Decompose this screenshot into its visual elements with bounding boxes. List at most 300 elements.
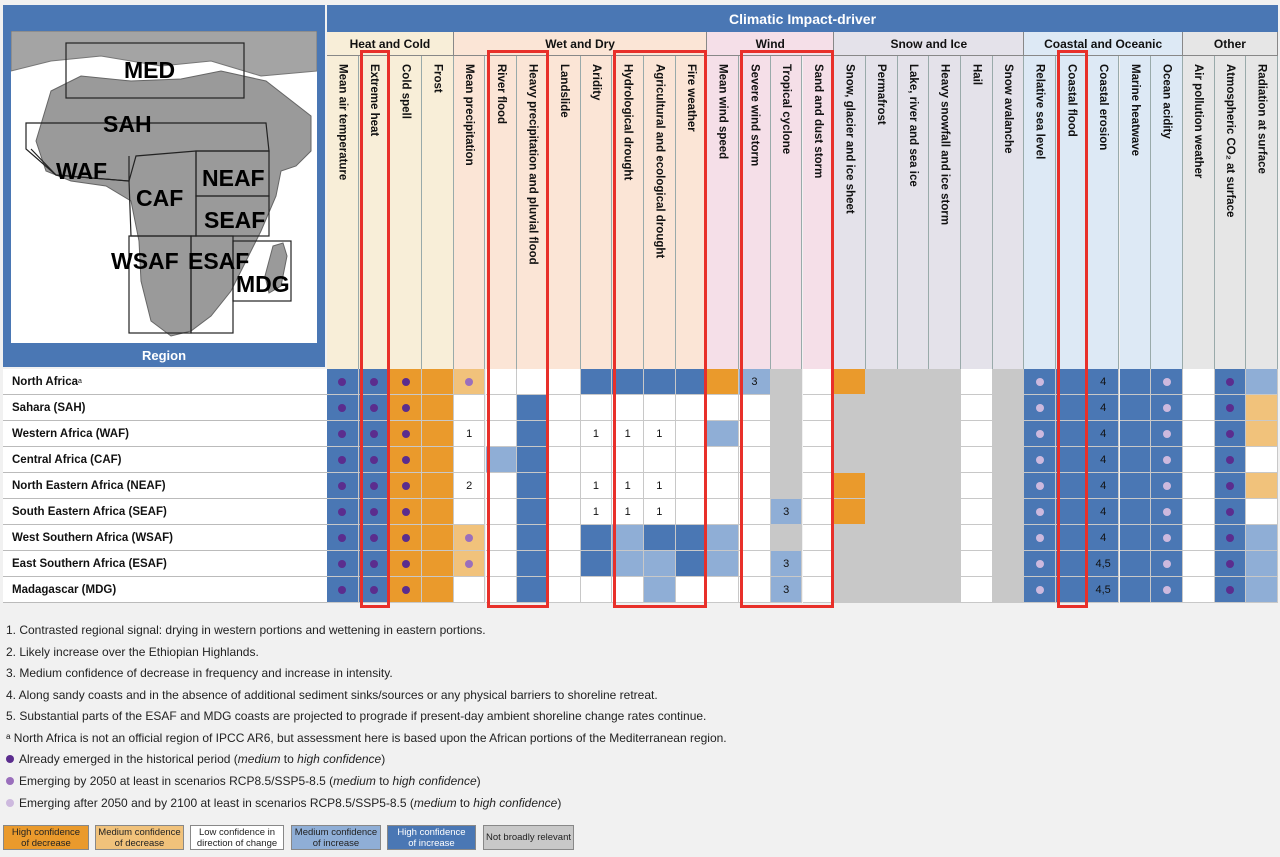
grid-cell bbox=[1151, 499, 1183, 525]
column-header-label: Permafrost bbox=[875, 64, 888, 125]
map-label-esaf: ESAF bbox=[188, 248, 250, 274]
grid-cell bbox=[1056, 395, 1088, 421]
grid-cell bbox=[676, 499, 708, 525]
column-header-mean-precipitation bbox=[454, 56, 486, 369]
grid-cell bbox=[961, 473, 993, 499]
grid-cell bbox=[581, 369, 613, 395]
grid-cell bbox=[549, 525, 581, 551]
grid-cell bbox=[1215, 421, 1247, 447]
emergence-dot bbox=[402, 508, 410, 516]
grid-cell bbox=[581, 473, 613, 499]
grid-cell bbox=[1120, 369, 1152, 395]
grid-cell bbox=[1215, 551, 1247, 577]
grid-cell bbox=[993, 525, 1025, 551]
grid-cell bbox=[1151, 421, 1183, 447]
grid-cell bbox=[1215, 577, 1247, 603]
grid-cell bbox=[676, 447, 708, 473]
grid-cell bbox=[517, 525, 549, 551]
grid-cell bbox=[517, 421, 549, 447]
map-label-med: MED bbox=[124, 57, 176, 83]
grid-cell bbox=[834, 525, 866, 551]
column-header-frost bbox=[422, 56, 454, 369]
grid-cell bbox=[612, 395, 644, 421]
column-header-ocean-acidity bbox=[1151, 56, 1183, 369]
grid-cell bbox=[1151, 395, 1183, 421]
emergence-dot bbox=[402, 404, 410, 412]
emergence-dot bbox=[1036, 560, 1044, 568]
column-header-extreme-heat bbox=[359, 56, 391, 369]
dot-note-2 bbox=[6, 774, 481, 788]
grid-cell bbox=[676, 395, 708, 421]
grid-cell bbox=[803, 421, 835, 447]
grid-cell bbox=[486, 473, 518, 499]
cell-footnote-number: 3 bbox=[783, 557, 790, 570]
grid-cell bbox=[961, 577, 993, 603]
emergence-dot bbox=[1163, 508, 1171, 516]
grid-cell bbox=[993, 395, 1025, 421]
emergence-dot bbox=[1226, 586, 1234, 594]
grid-cell bbox=[1088, 499, 1120, 525]
grid-cell bbox=[707, 447, 739, 473]
column-header-sand-and-dust-storm bbox=[803, 56, 835, 369]
grid-cell bbox=[644, 447, 676, 473]
row-label-east-southern-africa-esaf bbox=[3, 551, 327, 577]
grid-cell bbox=[898, 551, 930, 577]
group-header-snow-and-ice: Snow and Ice bbox=[834, 32, 1024, 56]
grid-cell bbox=[581, 395, 613, 421]
grid-cell bbox=[517, 473, 549, 499]
grid-cell bbox=[993, 499, 1025, 525]
grid-cell bbox=[961, 395, 993, 421]
emergence-dot bbox=[370, 586, 378, 594]
grid-cell bbox=[771, 525, 803, 551]
emergence-dot-icon bbox=[6, 755, 14, 763]
cell-footnote-number: 1 bbox=[624, 427, 631, 440]
row-label-text: East Southern Africa (ESAF) bbox=[12, 557, 167, 570]
grid-cell bbox=[486, 369, 518, 395]
row-label-central-africa-caf bbox=[3, 447, 327, 473]
emergence-dot bbox=[338, 378, 346, 386]
grid-cell bbox=[581, 551, 613, 577]
group-header-other: Other bbox=[1183, 32, 1278, 56]
region-map-panel bbox=[3, 5, 325, 367]
grid-cell bbox=[359, 369, 391, 395]
cell-footnote-number: 3 bbox=[783, 505, 790, 518]
footnote-3: 3. Medium confidence of decrease in frequency and increase in intensity. bbox=[6, 666, 393, 680]
legend-text bbox=[486, 832, 571, 843]
emergence-dot bbox=[402, 482, 410, 490]
grid-cell bbox=[1024, 525, 1056, 551]
grid-cell bbox=[644, 551, 676, 577]
grid-cell bbox=[359, 447, 391, 473]
cell-footnote-number: 1 bbox=[592, 505, 599, 518]
row-label-text: Central Africa (CAF) bbox=[12, 453, 122, 466]
grid-cell bbox=[422, 551, 454, 577]
emergence-dot bbox=[1163, 404, 1171, 412]
grid-cell bbox=[1024, 499, 1056, 525]
column-header-snow-glacier-and-ice-sheet bbox=[834, 56, 866, 369]
grid-cell bbox=[1246, 525, 1278, 551]
legend-high-confidence-of-increase bbox=[387, 825, 476, 850]
grid-cell bbox=[866, 551, 898, 577]
emergence-dot bbox=[370, 404, 378, 412]
grid-cell bbox=[1183, 421, 1215, 447]
grid-cell bbox=[993, 447, 1025, 473]
emergence-dot bbox=[338, 560, 346, 568]
cell-footnote-number: 1 bbox=[656, 505, 663, 518]
grid-cell bbox=[929, 395, 961, 421]
map-label-mdg: MDG bbox=[236, 271, 290, 297]
column-header-label: Hydrological drought bbox=[621, 64, 634, 181]
column-header-cold-spell bbox=[390, 56, 422, 369]
grid-cell bbox=[454, 369, 486, 395]
grid-cell bbox=[1088, 551, 1120, 577]
column-header-heavy-precipitation-and-pluvial-flood bbox=[517, 56, 549, 369]
map-label-sah: SAH bbox=[103, 111, 152, 137]
column-header-label: Snow, glacier and ice sheet bbox=[843, 64, 856, 214]
grid-cell bbox=[1151, 551, 1183, 577]
grid-cell bbox=[739, 421, 771, 447]
cell-footnote-number: 4 bbox=[1100, 401, 1107, 414]
grid-cell bbox=[1215, 499, 1247, 525]
grid-cell bbox=[771, 473, 803, 499]
row-label-text: North Africa bbox=[12, 375, 79, 388]
grid-cell bbox=[422, 473, 454, 499]
emergence-dot bbox=[370, 482, 378, 490]
grid-cell bbox=[1215, 395, 1247, 421]
grid-cell bbox=[866, 499, 898, 525]
grid-cell bbox=[644, 499, 676, 525]
grid-cell bbox=[327, 499, 359, 525]
grid-cell bbox=[898, 577, 930, 603]
grid-cell bbox=[929, 473, 961, 499]
dot-note-mid: to bbox=[375, 774, 393, 788]
column-header-permafrost bbox=[866, 56, 898, 369]
grid-cell bbox=[454, 499, 486, 525]
legend-line-1: Low confidence in bbox=[198, 826, 276, 838]
cell-footnote-number: 1 bbox=[624, 505, 631, 518]
legend-not-broadly-relevant bbox=[483, 825, 574, 850]
map-label-caf: CAF bbox=[136, 185, 184, 211]
cell-footnote-number: 1 bbox=[592, 427, 599, 440]
column-header-coastal-flood bbox=[1056, 56, 1088, 369]
legend-line-2: direction of change bbox=[196, 837, 278, 849]
grid-cell bbox=[834, 577, 866, 603]
grid-cell bbox=[739, 447, 771, 473]
grid-cell bbox=[803, 577, 835, 603]
grid-cell bbox=[486, 395, 518, 421]
grid-cell bbox=[612, 447, 644, 473]
region-column-header bbox=[3, 343, 325, 367]
grid-cell bbox=[327, 421, 359, 447]
emergence-dot bbox=[1036, 430, 1044, 438]
grid-cell bbox=[929, 499, 961, 525]
column-header-coastal-erosion bbox=[1088, 56, 1120, 369]
grid-cell bbox=[929, 525, 961, 551]
grid-cell bbox=[1120, 473, 1152, 499]
grid-cell bbox=[612, 577, 644, 603]
emergence-dot bbox=[1036, 482, 1044, 490]
column-header-label: Landslide bbox=[558, 64, 571, 118]
column-header-label: Cold spell bbox=[399, 64, 412, 119]
emergence-dot bbox=[1036, 378, 1044, 386]
grid-cell bbox=[993, 369, 1025, 395]
column-header-heavy-snowfall-and-ice-storm bbox=[929, 56, 961, 369]
grid-cell bbox=[898, 369, 930, 395]
grid-cell bbox=[549, 499, 581, 525]
grid-cell bbox=[517, 395, 549, 421]
grid-cell bbox=[612, 421, 644, 447]
cell-footnote-number: 1 bbox=[624, 479, 631, 492]
grid-cell bbox=[834, 551, 866, 577]
dot-note-pre: Emerging after 2050 and by 2100 at least in scenarios RCP8.5/SSP5-8.5 ( bbox=[19, 796, 414, 810]
column-header-mean-wind-speed bbox=[707, 56, 739, 369]
legend-medium-confidence-of-decrease bbox=[95, 825, 184, 850]
grid-cell bbox=[803, 369, 835, 395]
grid-cell bbox=[612, 499, 644, 525]
group-header-wet-and-dry: Wet and Dry bbox=[454, 32, 708, 56]
column-header-label: Coastal erosion bbox=[1097, 64, 1110, 151]
grid-cell bbox=[866, 395, 898, 421]
grid-cell bbox=[707, 473, 739, 499]
cell-footnote-number: 1 bbox=[592, 479, 599, 492]
emergence-dot bbox=[1163, 378, 1171, 386]
grid-cell bbox=[390, 369, 422, 395]
legend-line-1: Medium confidence bbox=[98, 826, 181, 838]
grid-cell bbox=[1246, 551, 1278, 577]
grid-cell bbox=[1151, 577, 1183, 603]
column-header-agricultural-and-ecological-drought bbox=[644, 56, 676, 369]
column-header-label: Agricultural and ecological drought bbox=[653, 64, 666, 259]
cell-footnote-number: 4 bbox=[1100, 531, 1107, 544]
grid-cell bbox=[454, 577, 486, 603]
grid-cell bbox=[866, 577, 898, 603]
grid-cell bbox=[1183, 499, 1215, 525]
column-header-label: Snow avalanche bbox=[1002, 64, 1015, 154]
legend-line-1: High confidence bbox=[397, 826, 466, 838]
cell-footnote-number: 1 bbox=[656, 427, 663, 440]
grid-cell bbox=[803, 499, 835, 525]
grid-cell bbox=[803, 525, 835, 551]
grid-cell bbox=[1215, 447, 1247, 473]
legend-medium-confidence-of-increase bbox=[291, 825, 381, 850]
emergence-dot bbox=[1226, 508, 1234, 516]
emergence-dot bbox=[402, 560, 410, 568]
grid-cell bbox=[707, 551, 739, 577]
emergence-dot bbox=[1036, 534, 1044, 542]
emergence-dot bbox=[402, 534, 410, 542]
grid-cell bbox=[486, 525, 518, 551]
grid-cell bbox=[961, 369, 993, 395]
grid-cell bbox=[517, 447, 549, 473]
grid-cell bbox=[390, 421, 422, 447]
grid-cell bbox=[454, 473, 486, 499]
grid-cell bbox=[803, 447, 835, 473]
grid-cell bbox=[739, 395, 771, 421]
grid-cell bbox=[1215, 473, 1247, 499]
grid-cell bbox=[739, 369, 771, 395]
grid-cell bbox=[549, 395, 581, 421]
dot-note-mid: to bbox=[280, 752, 298, 766]
grid-cell bbox=[707, 577, 739, 603]
grid-cell bbox=[898, 395, 930, 421]
grid-cell bbox=[486, 421, 518, 447]
emergence-dot bbox=[370, 560, 378, 568]
grid-cell bbox=[644, 525, 676, 551]
cell-footnote-number: 4 bbox=[1100, 427, 1107, 440]
emergence-dot bbox=[1163, 534, 1171, 542]
column-header-tropical-cyclone bbox=[771, 56, 803, 369]
grid-cell bbox=[961, 447, 993, 473]
grid-cell bbox=[1056, 473, 1088, 499]
grid-cell bbox=[1183, 473, 1215, 499]
grid-cell bbox=[993, 577, 1025, 603]
grid-cell bbox=[454, 421, 486, 447]
dot-note-post: ) bbox=[381, 752, 386, 766]
grid-cell bbox=[929, 577, 961, 603]
grid-cell bbox=[834, 447, 866, 473]
grid-cell bbox=[834, 395, 866, 421]
grid-cell bbox=[549, 551, 581, 577]
group-header-coastal-and-oceanic: Coastal and Oceanic bbox=[1024, 32, 1183, 56]
grid-cell bbox=[612, 473, 644, 499]
grid-cell bbox=[486, 551, 518, 577]
grid-cell bbox=[993, 473, 1025, 499]
grid-cell bbox=[929, 551, 961, 577]
grid-cell bbox=[676, 421, 708, 447]
dot-note-text bbox=[19, 752, 385, 766]
grid-cell bbox=[422, 447, 454, 473]
emergence-dot bbox=[338, 534, 346, 542]
emergence-dot bbox=[370, 456, 378, 464]
grid-cell bbox=[739, 551, 771, 577]
grid-cell bbox=[612, 551, 644, 577]
grid-cell bbox=[1246, 421, 1278, 447]
row-label-south-eastern-africa-seaf bbox=[3, 499, 327, 525]
grid-cell bbox=[898, 525, 930, 551]
column-header-label: Atmospheric CO₂ at surface bbox=[1223, 64, 1236, 218]
footnote-4: 4. Along sandy coasts and in the absence of additional sediment sinks/sources or any physical barriers to shoreline retreat. bbox=[6, 687, 658, 702]
dot-note-post: ) bbox=[476, 774, 481, 788]
grid-cell bbox=[1120, 421, 1152, 447]
grid-cell bbox=[1183, 395, 1215, 421]
dot-note-em2: high confidence bbox=[297, 752, 382, 766]
row-label-western-africa-waf bbox=[3, 421, 327, 447]
column-header-severe-wind-storm bbox=[739, 56, 771, 369]
grid-cell bbox=[898, 421, 930, 447]
grid-cell bbox=[1183, 577, 1215, 603]
grid-cell bbox=[327, 473, 359, 499]
grid-cell bbox=[1246, 577, 1278, 603]
grid-cell bbox=[1088, 525, 1120, 551]
grid-cell bbox=[834, 499, 866, 525]
emergence-dot bbox=[1226, 534, 1234, 542]
emergence-dot bbox=[1226, 482, 1234, 490]
grid-cell bbox=[581, 421, 613, 447]
dot-note-mid: to bbox=[456, 796, 474, 810]
figure-title: Climatic Impact-driver bbox=[327, 5, 1278, 32]
dot-note-em2: high confidence bbox=[473, 796, 558, 810]
emergence-dot bbox=[1036, 456, 1044, 464]
grid-cell bbox=[961, 525, 993, 551]
grid-cell bbox=[422, 421, 454, 447]
column-header-label: Frost bbox=[431, 64, 444, 93]
grid-cell bbox=[866, 369, 898, 395]
column-header-label: Relative sea level bbox=[1033, 64, 1046, 160]
emergence-dot bbox=[1163, 586, 1171, 594]
grid-cell bbox=[707, 395, 739, 421]
grid-cell bbox=[739, 473, 771, 499]
grid-cell bbox=[1246, 473, 1278, 499]
grid-cell bbox=[1088, 369, 1120, 395]
column-header-label: Lake, river and sea ice bbox=[906, 64, 919, 187]
column-header-aridity bbox=[581, 56, 613, 369]
cell-footnote-number: 4 bbox=[1100, 375, 1107, 388]
emergence-dot bbox=[370, 378, 378, 386]
grid-cell bbox=[1056, 525, 1088, 551]
grid-cell bbox=[612, 525, 644, 551]
column-header-mean-air-temperature bbox=[327, 56, 359, 369]
row-label-sahara-sah bbox=[3, 395, 327, 421]
emergence-dot bbox=[1226, 560, 1234, 568]
grid-cell bbox=[517, 577, 549, 603]
grid-cell bbox=[612, 369, 644, 395]
emergence-dot bbox=[370, 430, 378, 438]
grid-cell bbox=[739, 499, 771, 525]
emergence-dot bbox=[465, 534, 473, 542]
dot-note-3 bbox=[6, 796, 561, 810]
grid-cell bbox=[961, 551, 993, 577]
grid-cell bbox=[676, 551, 708, 577]
grid-cell bbox=[644, 395, 676, 421]
legend-high-confidence-of-decrease bbox=[3, 825, 89, 850]
grid-cell bbox=[422, 525, 454, 551]
row-label-text: West Southern Africa (WSAF) bbox=[12, 531, 174, 544]
grid-cell bbox=[390, 577, 422, 603]
grid-cell bbox=[1120, 577, 1152, 603]
row-label-madagascar-mdg bbox=[3, 577, 327, 603]
grid-cell bbox=[771, 421, 803, 447]
footnote-2: 2. Likely increase over the Ethiopian Highlands. bbox=[6, 644, 259, 659]
grid-cell bbox=[454, 551, 486, 577]
legend-line-2: of decrease bbox=[21, 837, 71, 849]
grid-cell bbox=[1151, 369, 1183, 395]
legend-line-1: Medium confidence bbox=[294, 826, 378, 838]
grid-cell bbox=[961, 499, 993, 525]
emergence-dot bbox=[402, 378, 410, 386]
grid-cell bbox=[1215, 525, 1247, 551]
column-header-atmospheric-co-at-surface bbox=[1215, 56, 1247, 369]
grid-cell bbox=[676, 369, 708, 395]
column-header-label: Hail bbox=[970, 64, 983, 86]
column-header-label: Tropical cyclone bbox=[780, 64, 793, 155]
dot-note-1 bbox=[6, 752, 385, 766]
column-header-label: Radiation at surface bbox=[1255, 64, 1268, 174]
grid-cell bbox=[771, 369, 803, 395]
grid-cell bbox=[771, 577, 803, 603]
grid-cell bbox=[581, 577, 613, 603]
grid-cell bbox=[803, 473, 835, 499]
grid-cell bbox=[1183, 369, 1215, 395]
column-header-lake-river-and-sea-ice bbox=[898, 56, 930, 369]
group-header-wind: Wind bbox=[707, 32, 834, 56]
dot-note-em1: medium bbox=[413, 796, 457, 810]
column-header-label: Mean precipitation bbox=[463, 64, 476, 166]
emergence-dot bbox=[1226, 378, 1234, 386]
grid-cell bbox=[359, 525, 391, 551]
emergence-dot bbox=[1036, 586, 1044, 594]
group-header-heat-and-cold: Heat and Cold bbox=[327, 32, 454, 56]
